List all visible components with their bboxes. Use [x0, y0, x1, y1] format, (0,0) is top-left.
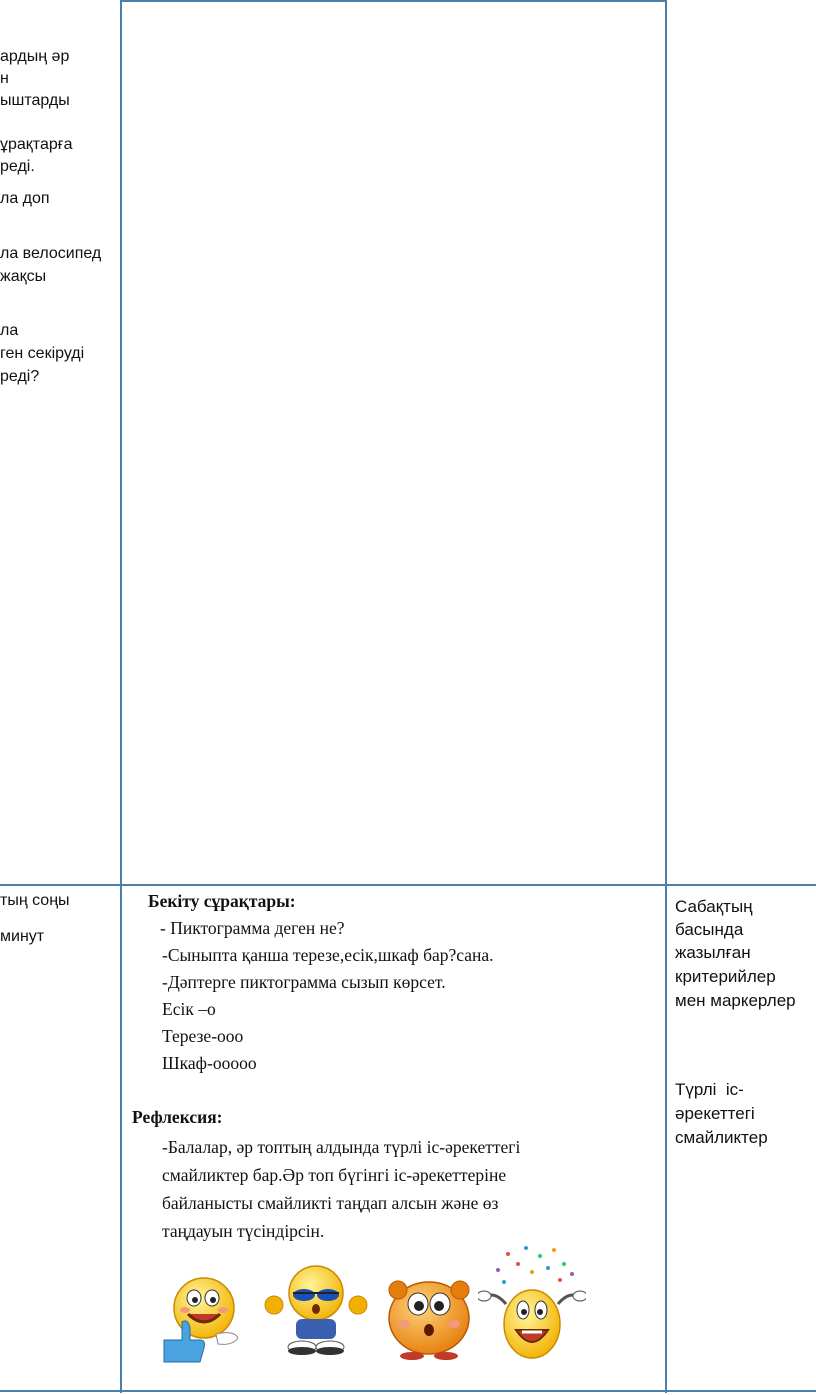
- confetti-icon: [496, 1246, 574, 1284]
- row-border-top: [120, 0, 667, 2]
- sunglasses-smiley-icon: [262, 1263, 370, 1359]
- cell-line: ла доп: [0, 190, 50, 207]
- row-border-bottom: [0, 1390, 816, 1392]
- criteria-line: басында: [675, 920, 744, 939]
- reflection-line: -Балалар, әр топтың алдында түрлі іс-әрекеттегі: [162, 1137, 521, 1157]
- question-line: Терезе-ооо: [162, 1026, 244, 1046]
- reflection-line: смайликтер бар.Әр топ бүгінгі іс-әрекеттеріне: [162, 1165, 507, 1185]
- smileys-line: смайликтер: [675, 1128, 768, 1147]
- reflection-title: Рефлексия:: [132, 1107, 223, 1127]
- cell-line: ыштарды: [0, 92, 70, 109]
- smileys-line: әрекеттегі: [675, 1104, 755, 1123]
- question-line: - Пиктограмма деген не?: [160, 918, 345, 938]
- thumbs-up-smiley-icon: [158, 1268, 248, 1364]
- consolidation-title: Бекіту сұрақтары:: [148, 891, 296, 911]
- cell-line: н: [0, 70, 9, 87]
- cell-line: ген секіруді: [0, 345, 85, 362]
- row-border-middle: [0, 884, 816, 886]
- column-border-left: [120, 0, 122, 1393]
- cell-line: ла: [0, 322, 19, 339]
- cell-line: ла велосипед: [0, 245, 102, 262]
- criteria-line: Сабақтың: [675, 897, 753, 916]
- question-line: -Дәптерге пиктограмма сызып көрсет.: [162, 972, 446, 992]
- smileys-line: Түрлі іс-: [675, 1080, 744, 1099]
- cell-line: реді.: [0, 158, 35, 175]
- cell-line: ардың әр: [0, 48, 70, 65]
- column-border-middle: [665, 0, 667, 1393]
- criteria-line: жазылған: [675, 943, 751, 962]
- reflection-line: таңдауын түсіндірсін.: [162, 1221, 325, 1241]
- cell-line: реді?: [0, 368, 40, 385]
- time-label: минут: [0, 928, 45, 945]
- criteria-line: мен маркерлер: [675, 991, 796, 1010]
- cell-line: ұрақтарға: [0, 136, 73, 153]
- question-line: Есік –о: [162, 999, 216, 1019]
- criteria-line: критерийлер: [675, 967, 776, 986]
- question-line: -Сыныпта қанша терезе,есік,шкаф бар?сана.: [162, 945, 494, 965]
- celebrating-smiley-icon: [478, 1244, 586, 1362]
- reflection-line: байланысты смайликті таңдап алсын және өз: [162, 1193, 499, 1213]
- surprised-smiley-icon: [384, 1276, 474, 1360]
- stage-label: тың соңы: [0, 892, 70, 909]
- cell-line: жақсы: [0, 268, 47, 285]
- question-line: Шкаф-ооооо: [162, 1053, 257, 1073]
